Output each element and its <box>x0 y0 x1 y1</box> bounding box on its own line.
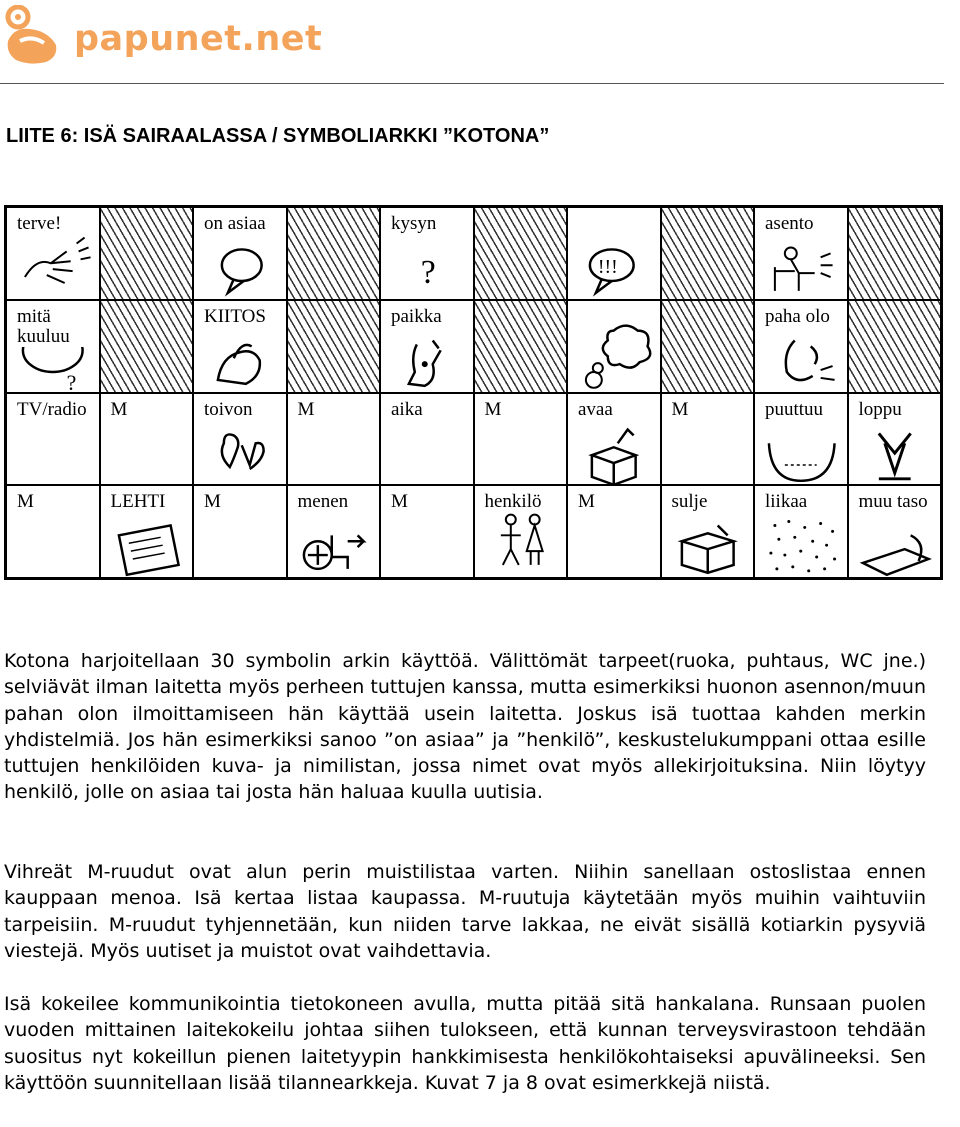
symbol-cell[interactable] <box>568 486 660 577</box>
symbol-cell[interactable] <box>194 486 286 577</box>
page-title: LIITE 6: ISÄ SAIRAALASSA / SYMBOLIARKKI ”KOTONA” <box>6 125 550 147</box>
symbol-cell[interactable] <box>475 301 567 392</box>
symbol-label: M <box>391 491 408 513</box>
symbol-cell[interactable] <box>7 394 99 485</box>
symbol-label: LEHTI <box>110 491 166 513</box>
symbol-cell[interactable] <box>568 208 660 299</box>
symbol-cell[interactable] <box>662 486 754 577</box>
symbol-sheet <box>4 205 943 580</box>
symbol-cell[interactable] <box>288 394 380 485</box>
symbol-cell[interactable] <box>755 301 847 392</box>
svg-text:?: ? <box>66 370 77 392</box>
header-divider <box>0 83 944 84</box>
symbol-cell[interactable] <box>475 208 567 299</box>
symbol-label: M <box>484 398 502 420</box>
symbol-cell[interactable] <box>288 208 380 299</box>
symbol-label: sulje <box>671 491 708 513</box>
symbol-label: KIITOS <box>204 305 266 327</box>
symbol-cell[interactable] <box>101 301 193 392</box>
symbol-label: paha olo <box>765 305 830 327</box>
symbol-cell[interactable] <box>662 301 754 392</box>
paragraph-3: Isä kokeilee kommunikointia tietokoneen avulla, mutta pitää sitä hankalana. Runsaan puolen vuoden mittainen laitekokeilu johtaa siihen tulokseen, että kunnan terveysvirastoon tehdään suositus nyt kokeillun pienen laitetyypin hankkimisesta henkilökohtaiseksi apuvälineeksi. Sen käyttöön suunnitellaan lisää tilannearkkeja. Kuvat 7 ja 8 ovat esimerkkejä niistä. <box>4 993 926 1094</box>
symbol-label: asento <box>765 213 814 234</box>
symbol-label: avaa <box>578 398 613 420</box>
symbol-cell[interactable] <box>755 486 847 577</box>
symbol-label: M <box>204 491 221 513</box>
symbol-cell[interactable] <box>381 208 473 299</box>
symbol-label: M <box>110 398 128 420</box>
thought-cloud-icon <box>568 301 660 392</box>
symbol-label: henkilö <box>484 491 542 513</box>
symbol-cell[interactable] <box>755 208 847 299</box>
papunet-logo-icon <box>4 5 62 67</box>
symbol-label: M <box>578 491 595 513</box>
symbol-cell[interactable] <box>662 208 754 299</box>
symbol-label: puuttuu <box>765 398 824 420</box>
symbol-cell[interactable] <box>288 301 380 392</box>
symbol-cell[interactable] <box>662 394 754 485</box>
symbol-cell[interactable] <box>849 486 941 577</box>
symbol-cell[interactable] <box>101 208 193 299</box>
symbol-cell[interactable] <box>381 301 473 392</box>
symbol-label: paikka <box>391 305 442 327</box>
symbol-cell[interactable] <box>755 394 847 485</box>
symbol-label: toivon <box>204 398 253 420</box>
symbol-label: liikaa <box>765 491 808 513</box>
symbol-cell[interactable] <box>568 301 660 392</box>
symbol-label: aika <box>391 398 423 420</box>
symbol-label: terve! <box>17 213 62 234</box>
paragraph-1: Kotona harjoitellaan 30 symbolin arkin käyttöä. Välittömät tarpeet(ruoka, puhtaus, WC jne.) selviävät ilman laitetta myös perheen tuttujen kanssa, mutta esimerkiksi huonon asennon/muun pahan olon ilmoittamiseen hän käyttää usein laitetta. Joskus isä tuottaa kahden merkin yhdistelmiä. Jos hän esimerkiksi sanoo ”on asiaa” ja ”henkilö”, keskustelukumppani ottaa esille tuttujen henkilöiden kuva- ja nimilistan, jossa nimet ovat myös allekirjoituksina. Niin löytyy henkilö, jolle on asiaa tai josta hän haluaa kuulla uutisia. <box>4 650 926 804</box>
papunet-logo[interactable] <box>4 4 322 68</box>
symbol-cell[interactable] <box>475 486 567 577</box>
svg-text:!!!: !!! <box>597 256 618 279</box>
symbol-cell[interactable] <box>381 394 473 485</box>
symbol-cell[interactable] <box>101 394 193 485</box>
symbol-cell[interactable] <box>288 486 380 577</box>
symbol-label: menen <box>297 491 349 513</box>
symbol-cell[interactable] <box>194 208 286 299</box>
symbol-cell[interactable] <box>7 208 99 299</box>
symbol-cell[interactable] <box>7 301 99 392</box>
symbol-cell[interactable] <box>381 486 473 577</box>
symbol-grid <box>4 205 943 580</box>
symbol-cell[interactable] <box>7 486 99 577</box>
symbol-cell[interactable] <box>568 394 660 485</box>
symbol-label: mitä kuuluu <box>15 307 99 347</box>
symbol-cell[interactable] <box>849 394 941 485</box>
symbol-label: M <box>671 398 689 420</box>
symbol-label: M <box>297 398 315 420</box>
logo-text: papunet.net <box>74 19 323 59</box>
symbol-cell[interactable] <box>194 301 286 392</box>
symbol-cell[interactable] <box>849 301 941 392</box>
exclaim-bubble-icon <box>568 208 660 299</box>
symbol-label: kysyn <box>391 213 437 234</box>
symbol-label: on asiaa <box>204 213 266 234</box>
symbol-label: M <box>17 491 34 513</box>
symbol-cell[interactable] <box>849 208 941 299</box>
symbol-cell[interactable] <box>475 394 567 485</box>
symbol-label: loppu <box>858 398 902 420</box>
symbol-label: muu taso <box>858 491 928 513</box>
svg-text:?: ? <box>420 254 436 291</box>
paragraph-2: Vihreät M-ruudut ovat alun perin muistilistaa varten. Niihin sanellaan ostoslistaa ennen kauppaan menoa. Isä kertaa listaa kaupassa. M-ruutuja käytetään myös muihin vaihtuviin tarpeisiin. M-ruudut tyhjennetään, kun niiden tarve lakkaa, ne eivät sisällä kotiarkin pysyviä viestejä. Myös uutiset ja muistot ovat vaihdettavia. <box>4 861 926 962</box>
symbol-cell[interactable] <box>101 486 193 577</box>
symbol-label: TV/radio <box>17 398 87 420</box>
symbol-cell[interactable] <box>194 394 286 485</box>
